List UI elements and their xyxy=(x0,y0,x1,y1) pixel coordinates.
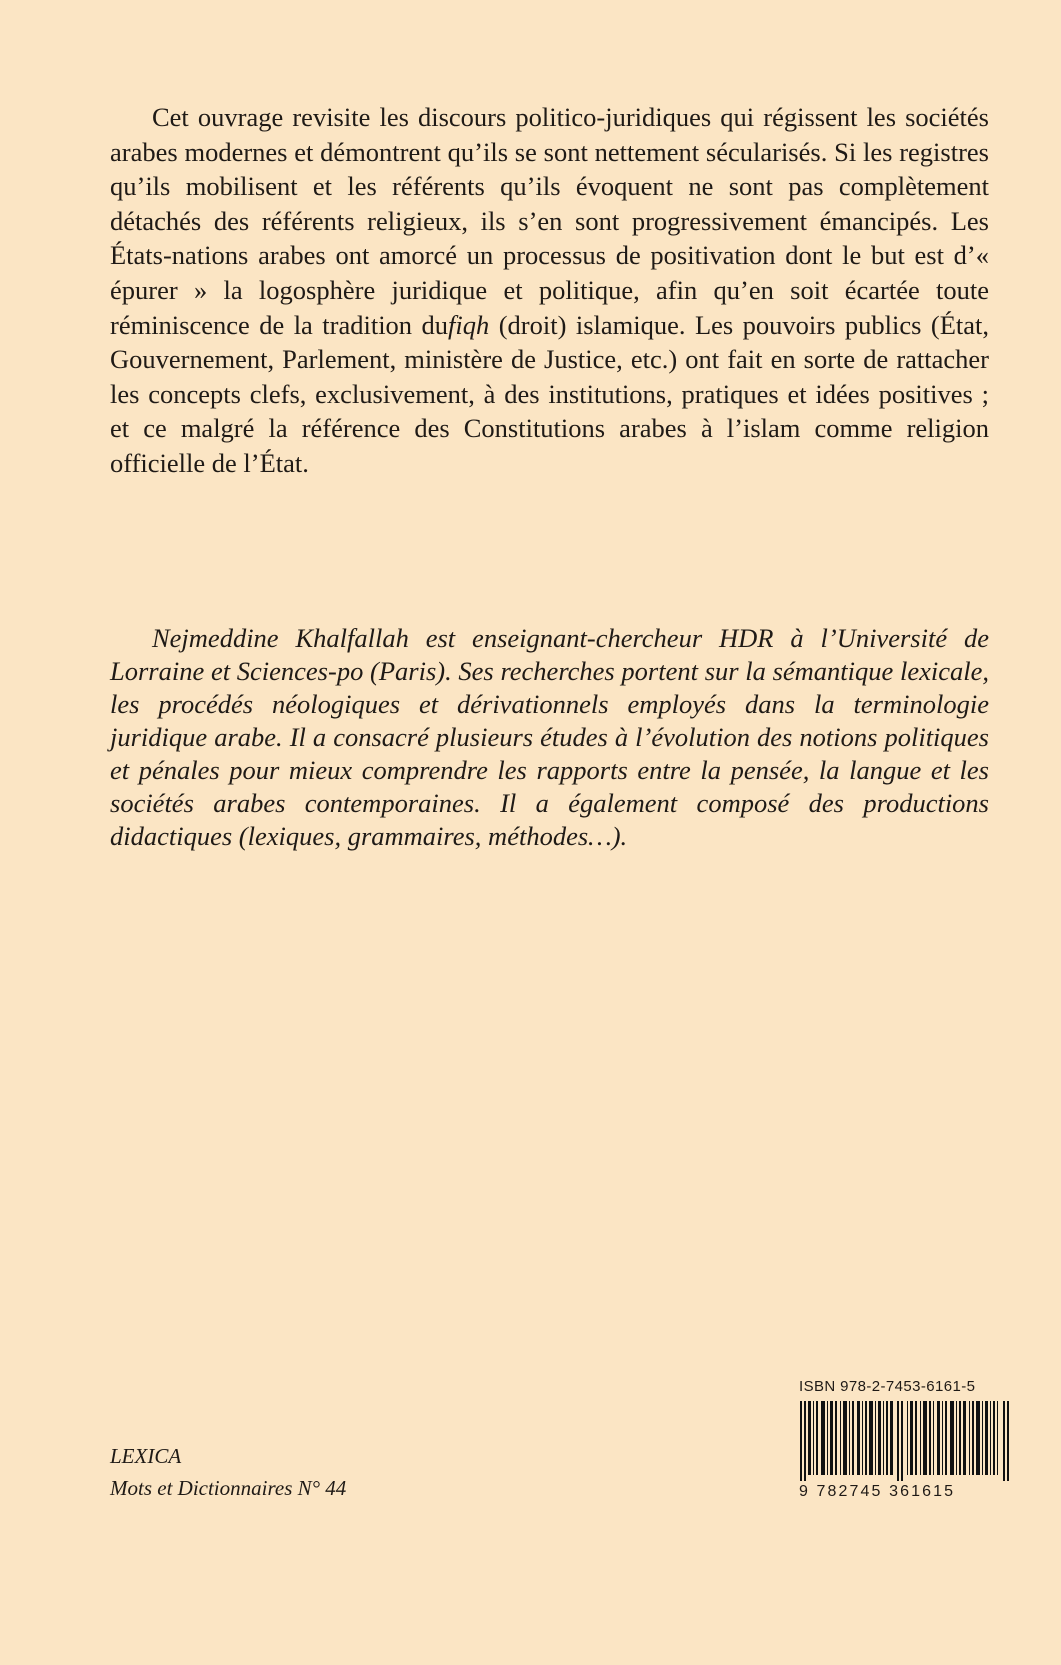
book-summary xyxy=(110,100,989,481)
summary-text-part2: (droit) islamique. Les pouvoirs publics (État, Gouvernement, Parlement, ministère de Justice, etc.) ont fait en sorte de rattacher les concepts clefs, exclusivement, à des institutions, pratiques et idées positives ; et ce malgré la référence des Constitutions arabes à l’islam comme religion officielle de l’État. xyxy=(110,309,989,478)
collection-info xyxy=(110,1440,346,1504)
barcode-digits: 9 782745 361615 xyxy=(799,1483,956,1500)
summary-text-part1: Cet ouvrage revisite les discours politico-juridiques qui régissent les sociétés arabes modernes et démontrent qu’ils se sont nettement sécularisés. Si les registres qu’ils mobilisent et les référents qu’ils évoquent ne sont pas complètement détachés des référents religieux, ils s’en sont progressivement émancipés. Les États-nations arabes ont amorcé un processus de positivation dont le but est d’« épurer » la logosphère juridique et politique, afin qu’en soit écartée toute réminiscence de la tradition du xyxy=(110,102,989,340)
summary-term-fiqh: fiqh xyxy=(448,309,490,340)
isbn-barcode-block xyxy=(799,1378,1010,1502)
collection-name: LEXICA xyxy=(110,1444,182,1468)
barcode-icon xyxy=(799,1401,1010,1481)
isbn-label: ISBN 978-2-7453-6161-5 xyxy=(799,1378,976,1395)
collection-series: Mots et Dictionnaires N° 44 xyxy=(110,1476,347,1500)
author-biography: Nejmeddine Khalfallah est enseignant-chercheur HDR à l’Université de Lorraine et Sciences-po (Paris). Ses recherches portent sur la sémantique lexicale, les procédés néologiques et dérivationnels employés dans la terminologie juridique arabe. Il a consacré plusieurs études à l’évolution des notions politiques et pénales pour mieux comprendre les rapports entre la pensée, la langue et les sociétés arabes contemporaines. Il a également composé des productions didactiques (lexiques, grammaires, méthodes…). xyxy=(110,623,989,851)
